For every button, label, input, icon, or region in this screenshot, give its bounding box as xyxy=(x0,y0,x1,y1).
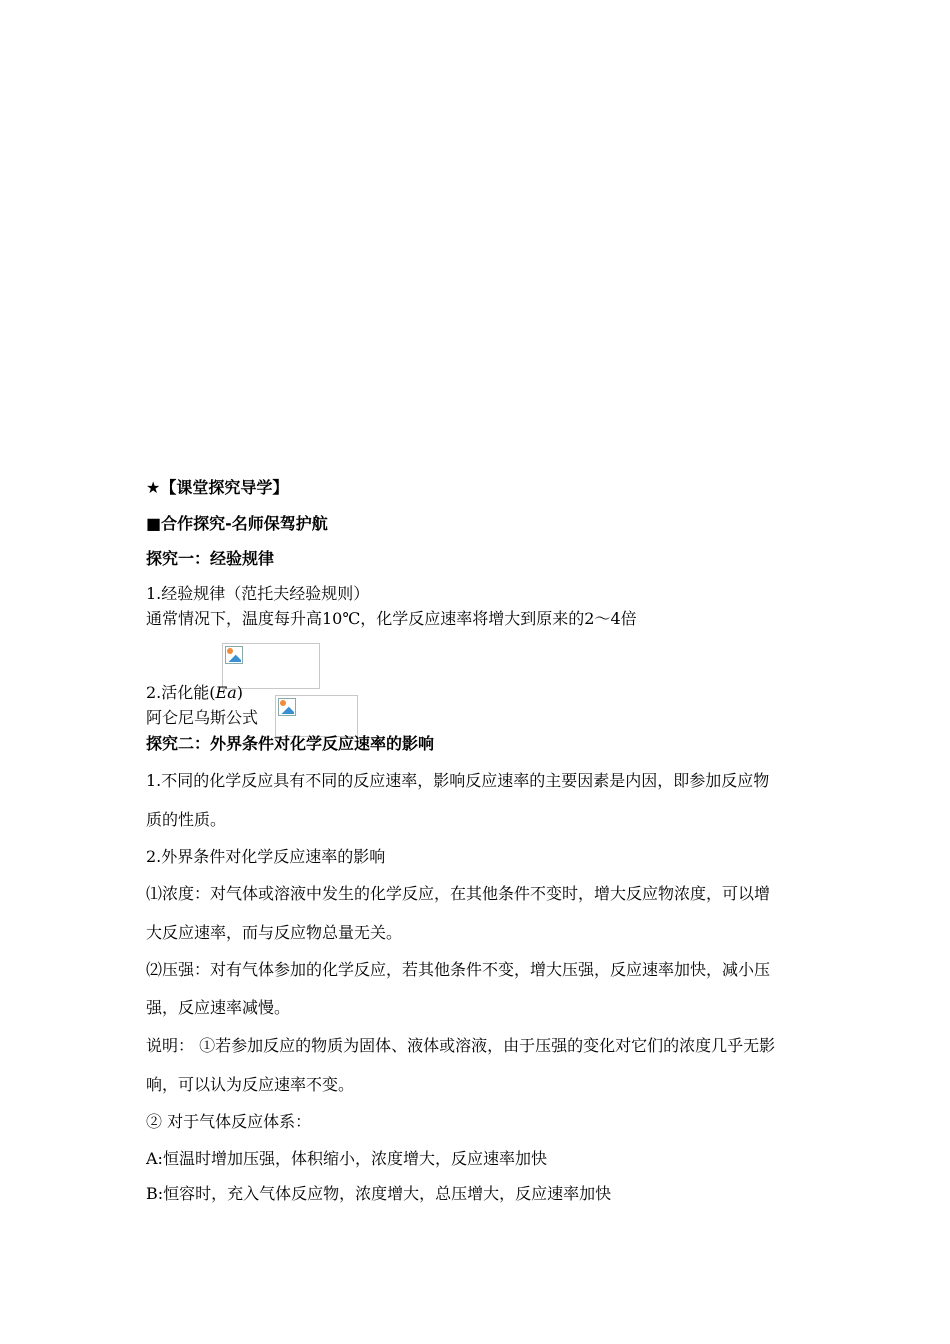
paragraph-5-line-2: 响，可以认为反应速率不变。 xyxy=(146,1075,355,1094)
paragraph-4-line-2: 强，反应速率减慢。 xyxy=(146,998,291,1017)
paragraph-4-line-1: ⑵压强：对有气体参加的化学反应，若其他条件不变，增大压强，反应速率加快，减小压 xyxy=(146,960,771,979)
empirical-rule-title: 1.经验规律（范托夫经验规则） xyxy=(146,584,370,603)
subsection-heading: ■合作探究-名师保驾护航 xyxy=(146,514,328,533)
paragraph-8: B:恒容时，充入气体反应物，浓度增大，总压增大，反应速率加快 xyxy=(146,1184,612,1203)
broken-image-icon xyxy=(225,646,243,664)
activation-energy-line xyxy=(146,683,243,703)
paragraph-5-line-1: 说明： ①若参加反应的物质为固体、液体或溶液，由于压强的变化对它们的浓度几乎无影 xyxy=(146,1036,776,1055)
paragraph-1-line-1: 1.不同的化学反应具有不同的反应速率，影响反应速率的主要因素是内因，即参加反应物 xyxy=(146,771,770,790)
explore-two-heading: 探究二：外界条件对化学反应速率的影响 xyxy=(146,734,435,753)
paragraph-3-line-2: 大反应速率，而与反应物总量无关。 xyxy=(146,923,403,942)
empirical-rule-text: 通常情况下，温度每升高10℃，化学反应速率将增大到原来的2～4倍 xyxy=(146,609,637,628)
paragraph-3-line-1: ⑴浓度：对气体或溶液中发生的化学反应，在其他条件不变时，增大反应物浓度，可以增 xyxy=(146,884,771,903)
arrhenius-formula-label: 阿仑尼乌斯公式 xyxy=(146,708,259,727)
activation-energy-suffix: ) xyxy=(236,683,243,702)
paragraph-2: 2.外界条件对化学反应速率的影响 xyxy=(146,847,386,866)
paragraph-1-line-2: 质的性质。 xyxy=(146,810,227,829)
section-heading: ★【课堂探究导学】 xyxy=(146,478,289,497)
paragraph-7: A:恒温时增加压强，体积缩小，浓度增大，反应速率加快 xyxy=(146,1149,547,1168)
activation-energy-symbol: Ea xyxy=(215,683,237,702)
paragraph-6: ② 对于气体反应体系： xyxy=(146,1112,312,1131)
explore-one-heading: 探究一：经验规律 xyxy=(146,549,275,568)
broken-image-icon xyxy=(278,698,296,716)
activation-energy-prefix: 2.活化能( xyxy=(146,683,216,702)
broken-image-2 xyxy=(275,695,358,737)
